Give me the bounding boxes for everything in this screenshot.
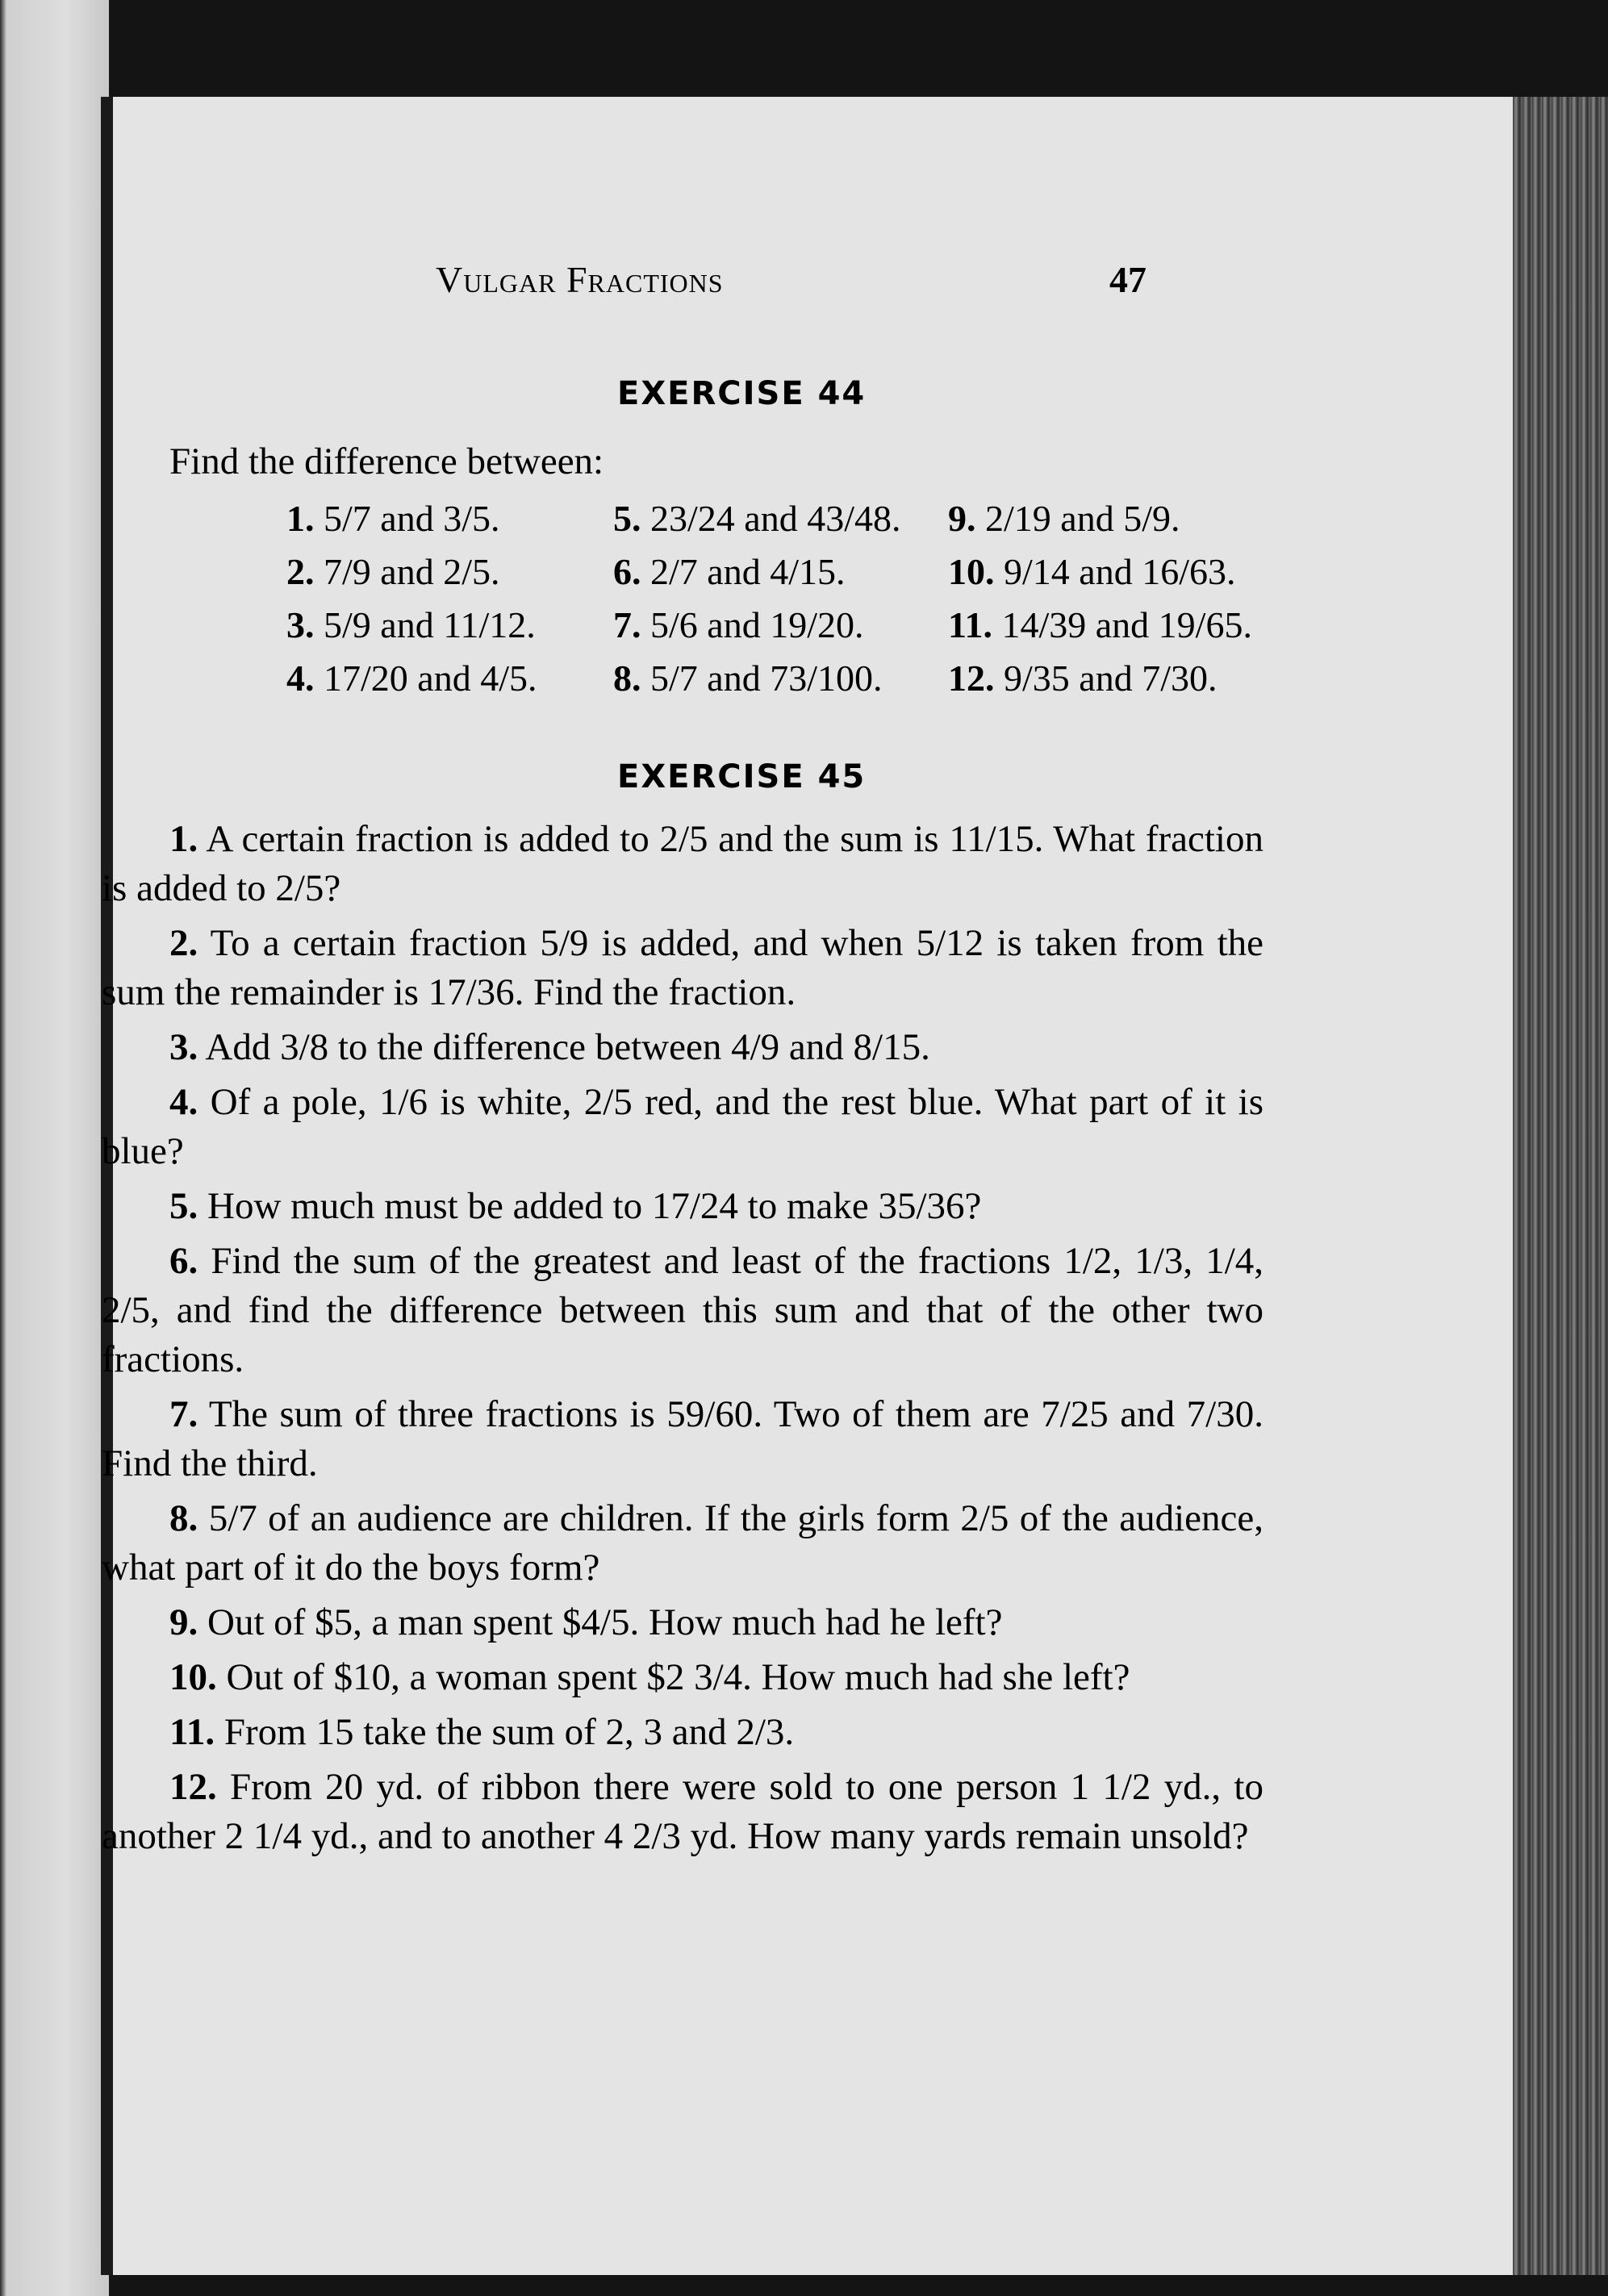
word-problem: 7. The sum of three fractions is 59/60. Two of them are 7/25 and 7/30. Find the third. bbox=[102, 1393, 1263, 1484]
word-problem: 1. A certain fraction is added to 2/5 and the sum is 11/15. What fraction is added to 2/5? bbox=[102, 818, 1263, 909]
word-problem: 3. Add 3/8 to the difference between 4/9 and 8/15. bbox=[169, 1026, 930, 1068]
exercise-item: 3. 5/9 and 11/12. bbox=[286, 604, 536, 645]
word-problem: 6. Find the sum of the greatest and least of the fractions 1/2, 1/3, 1/4, 2/5, and find the difference between this sum and that of the other two fractions. bbox=[102, 1240, 1264, 1380]
scan-left-margin bbox=[0, 0, 109, 2296]
exercise-item: 11. 14/39 and 19/65. bbox=[948, 604, 1252, 645]
exercise-item: 1. 5/7 and 3/5. bbox=[286, 498, 500, 539]
exercise-item: 5. 23/24 and 43/48. bbox=[613, 498, 901, 539]
exercise-item: 4. 17/20 and 4/5. bbox=[286, 657, 537, 699]
word-problem: 5. How much must be added to 17/24 to make 35/36? bbox=[169, 1185, 982, 1227]
exercise-44-column-3 bbox=[948, 492, 1252, 705]
exercise-45-heading: EXERCISE 45 bbox=[617, 758, 867, 795]
page-edges bbox=[1513, 97, 1608, 2275]
word-problem: 4. Of a pole, 1/6 is white, 2/5 red, and the rest blue. What part of it is blue? bbox=[102, 1081, 1263, 1172]
exercise-item: 9. 2/19 and 5/9. bbox=[948, 498, 1180, 539]
exercise-item: 2. 7/9 and 2/5. bbox=[286, 551, 500, 592]
word-problem: 10. Out of $10, a woman spent $2 3/4. How much had she left? bbox=[169, 1656, 1130, 1698]
exercise-44-heading: EXERCISE 44 bbox=[617, 375, 867, 412]
exercise-44-intro: Find the difference between: bbox=[169, 440, 604, 482]
page-number: 47 bbox=[1109, 259, 1146, 300]
exercise-item: 12. 9/35 and 7/30. bbox=[948, 657, 1217, 699]
word-problem: 8. 5/7 of an audience are children. If the girls form 2/5 of the audience, what part of it do the boys form? bbox=[102, 1497, 1263, 1588]
word-problem: 11. From 15 take the sum of 2, 3 and 2/3. bbox=[169, 1711, 795, 1753]
word-problem: 12. From 20 yd. of ribbon there were sold to one person 1 1/2 yd., to another 2 1/4 yd., and to another 4 2/3 yd. How many yards remain unsold? bbox=[102, 1766, 1263, 1857]
exercise-item: 10. 9/14 and 16/63. bbox=[948, 551, 1236, 592]
word-problem: 2. To a certain fraction 5/9 is added, and when 5/12 is taken from the sum the remainder is 17/36. Find the fraction. bbox=[102, 922, 1263, 1013]
exercise-item: 6. 2/7 and 4/15. bbox=[613, 551, 846, 592]
running-head: Vulgar Fractions bbox=[436, 259, 724, 300]
exercise-item: 8. 5/7 and 73/100. bbox=[613, 657, 883, 699]
word-problem: 9. Out of $5, a man spent $4/5. How much had he left? bbox=[169, 1601, 1003, 1643]
exercise-44-column-2 bbox=[613, 492, 900, 705]
exercise-item: 7. 5/6 and 19/20. bbox=[613, 604, 864, 645]
exercise-44-column-1 bbox=[286, 492, 537, 705]
exercise-45-problems bbox=[102, 815, 1263, 1867]
